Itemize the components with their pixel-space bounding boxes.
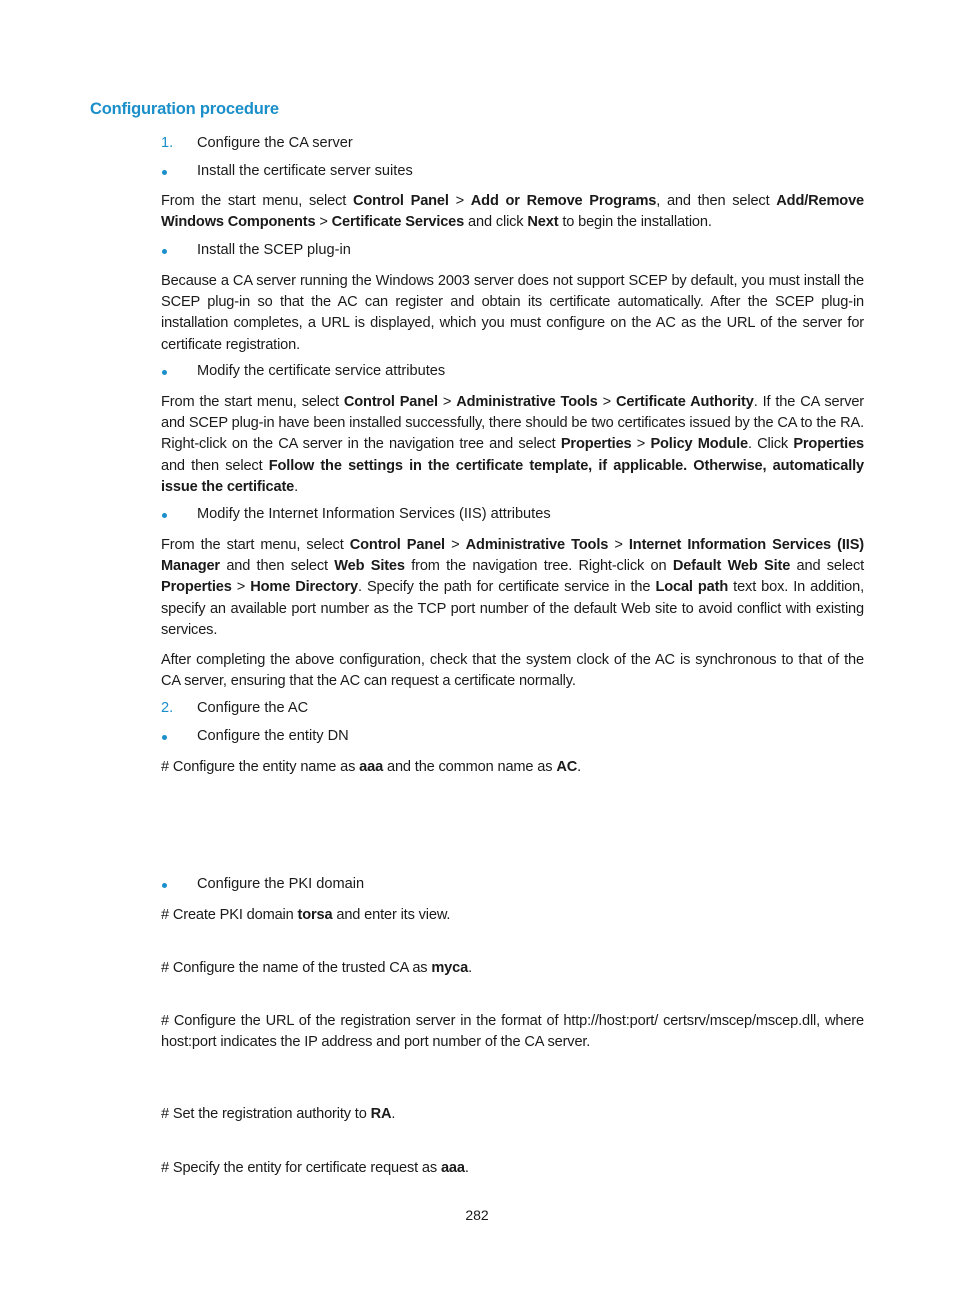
bullet-icon [162, 513, 167, 518]
paragraph-install-suites: From the start menu, select Control Panel > Add or Remove Programs, and then select Add/Remove Windows Components > Certificate Services and click Next to begin the installation. [161, 193, 864, 231]
paragraph-scep: Because a CA server running the Windows 2003 server does not support SCEP by default, you must install the SCEP plug-in so that the AC can register and obtain its certificate automatically. After the SCEP plug-in installation completes, a URL is displayed, which you must configure on the AC as the URL of the server for certificate registration. [161, 273, 864, 353]
section-heading: Configuration procedure [90, 100, 279, 118]
page-number: 282 [465, 1207, 489, 1223]
comment-trusted-ca: # Configure the name of the trusted CA as myca. [161, 960, 472, 976]
paragraph-cert-service: From the start menu, select Control Panel > Administrative Tools > Certificate Authority. If the CA server and SCEP plug-in have been installed successfully, there should be two certificates issued by the CA to the RA. Right-click on the CA server in the navigation tree and select Properties > Policy Module. Click Properties and then select Follow the settings in the certificate template, if applicable. Otherwise, automatically issue the certificate. [161, 394, 865, 495]
bullet-modify-cert-service: Modify the certificate service attributes [197, 363, 446, 379]
comment-entity-request: # Specify the entity for certificate request as aaa. [161, 1160, 469, 1176]
bullet-icon [162, 249, 167, 254]
comment-registration-url: # Configure the URL of the registration server in the format of http://host:port/ certsrv/mscep/mscep.dll, where host:port indicates the IP address and port number of the CA server. [161, 1013, 864, 1051]
step-2-text: Configure the AC [197, 700, 309, 716]
bullet-modify-iis: Modify the Internet Information Services (IIS) attributes [197, 506, 551, 522]
comment-create-domain: # Create PKI domain torsa and enter its view. [161, 907, 451, 923]
bullet-icon [162, 370, 167, 375]
bullet-entity-dn: Configure the entity DN [197, 728, 349, 744]
paragraph-iis: From the start menu, select Control Panel > Administrative Tools > Internet Information Services (IIS) Manager and then select Web Sites from the navigation tree. Right-click on Default Web Site and select Properties > Home Directory. Specify the path for certificate service in the Local path text box. In addition, specify an available port number as the TCP port number of the default Web site to avoid conflict with existing services. [161, 537, 865, 638]
comment-entity-name: # Configure the entity name as aaa and the common name as AC. [161, 759, 582, 775]
paragraph-after-config: After completing the above configuration, check that the system clock of the AC is synchronous to that of the CA server, ensuring that the AC can request a certificate normally. [161, 652, 864, 690]
bullet-icon [162, 883, 167, 888]
step-1-text: Configure the CA server [197, 135, 353, 151]
bullet-icon [162, 735, 167, 740]
bullet-install-suites: Install the certificate server suites [197, 163, 413, 179]
bullet-icon [162, 170, 167, 175]
step-1-number: 1. [161, 135, 174, 151]
comment-registration-authority: # Set the registration authority to RA. [161, 1106, 396, 1122]
bullet-install-scep: Install the SCEP plug-in [197, 242, 351, 258]
step-2-number: 2. [161, 700, 174, 716]
bullet-pki-domain: Configure the PKI domain [197, 876, 365, 892]
